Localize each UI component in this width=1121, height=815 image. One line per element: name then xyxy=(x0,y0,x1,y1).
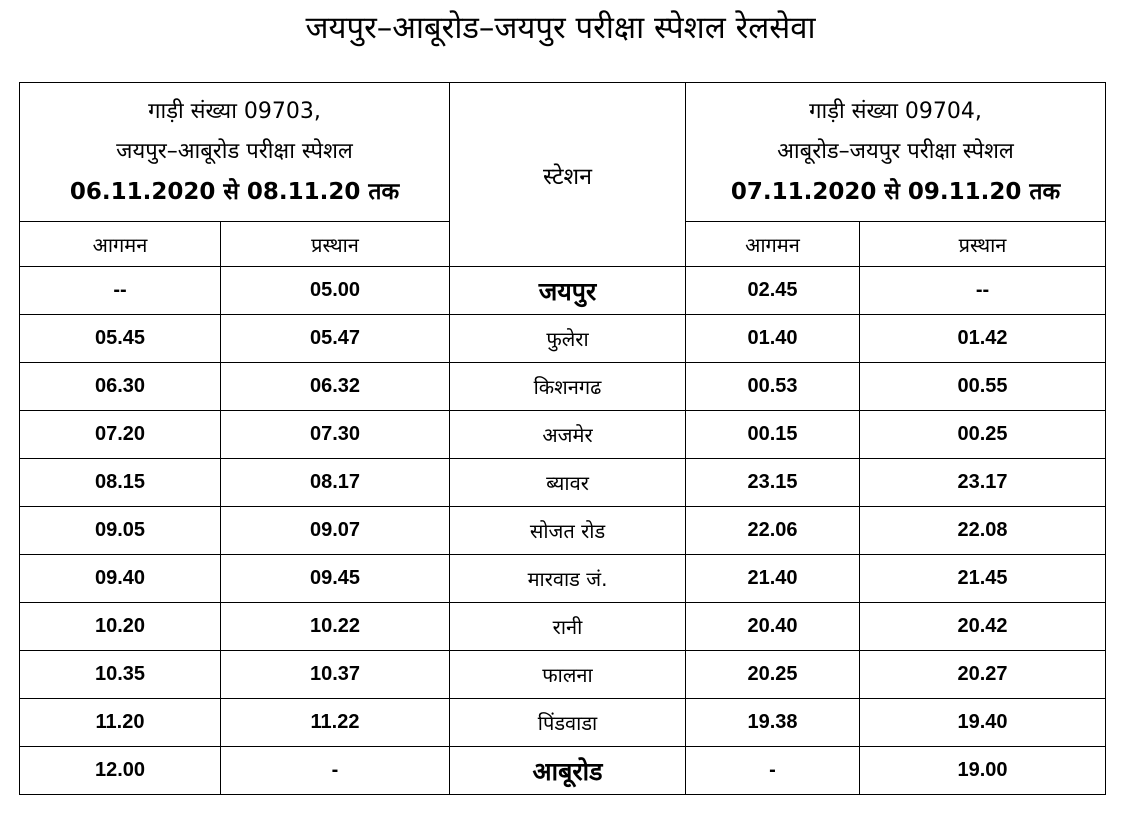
left-arrival-time: 07.20 xyxy=(20,411,221,459)
left-departure-time: 07.30 xyxy=(221,411,450,459)
right-departure-time: 00.55 xyxy=(860,363,1106,411)
table-row xyxy=(20,363,1106,411)
left-departure-time: 09.45 xyxy=(221,555,450,603)
left-arrival-header: आगमन xyxy=(20,222,221,267)
station-name: आबूरोड xyxy=(450,747,686,795)
left-departure-header: प्रस्थान xyxy=(221,222,450,267)
station-name: जयपुर xyxy=(450,267,686,315)
right-departure-time: 20.42 xyxy=(860,603,1106,651)
left-arrival-time: 08.15 xyxy=(20,459,221,507)
station-name: ब्यावर xyxy=(450,459,686,507)
table-row xyxy=(20,315,1106,363)
left-train-header xyxy=(20,83,450,222)
table-row xyxy=(20,747,1106,795)
table-row xyxy=(20,507,1106,555)
table-row xyxy=(20,603,1106,651)
right-arrival-time: 00.15 xyxy=(686,411,860,459)
table-row xyxy=(20,651,1106,699)
right-arrival-time: 20.40 xyxy=(686,603,860,651)
station-name: किशनगढ xyxy=(450,363,686,411)
right-departure-time: 22.08 xyxy=(860,507,1106,555)
right-train-header xyxy=(686,83,1106,222)
station-name: पिंडवाडा xyxy=(450,699,686,747)
left-departure-time: 10.37 xyxy=(221,651,450,699)
timetable xyxy=(19,82,1106,795)
left-train-dates: 06.11.2020 से 08.11.20 तक xyxy=(69,179,400,205)
station-name: फालना xyxy=(450,651,686,699)
left-arrival-time: 09.40 xyxy=(20,555,221,603)
left-departure-time: 05.47 xyxy=(221,315,450,363)
left-train-number: गाड़ी संख्या 09703, xyxy=(148,99,321,124)
right-departure-time: 19.00 xyxy=(860,747,1106,795)
right-departure-time: 19.40 xyxy=(860,699,1106,747)
station-name: अजमेर xyxy=(450,411,686,459)
page-title: जयपुर–आबूरोड–जयपुर परीक्षा स्पेशल रेलसेवा xyxy=(305,10,816,46)
table-row xyxy=(20,267,1106,315)
right-departure-time: 01.42 xyxy=(860,315,1106,363)
right-train-dates: 07.11.2020 से 09.11.20 तक xyxy=(730,179,1061,205)
right-arrival-time: 20.25 xyxy=(686,651,860,699)
right-arrival-time: - xyxy=(686,747,860,795)
left-departure-time: 08.17 xyxy=(221,459,450,507)
left-departure-time: 05.00 xyxy=(221,267,450,315)
left-arrival-time: 10.20 xyxy=(20,603,221,651)
left-arrival-time: 09.05 xyxy=(20,507,221,555)
left-arrival-time: 11.20 xyxy=(20,699,221,747)
right-train-number: गाड़ी संख्या 09704, xyxy=(809,99,982,124)
table-row xyxy=(20,411,1106,459)
station-name: फुलेरा xyxy=(450,315,686,363)
right-departure-time: 23.17 xyxy=(860,459,1106,507)
right-departure-time: 00.25 xyxy=(860,411,1106,459)
left-arrival-time: 12.00 xyxy=(20,747,221,795)
table-row xyxy=(20,459,1106,507)
station-header: स्टेशन xyxy=(450,83,686,267)
right-arrival-time: 23.15 xyxy=(686,459,860,507)
left-arrival-time: 05.45 xyxy=(20,315,221,363)
station-name: सोजत रोड xyxy=(450,507,686,555)
right-departure-time: 20.27 xyxy=(860,651,1106,699)
station-name: रानी xyxy=(450,603,686,651)
left-train-name: जयपुर–आबूरोड परीक्षा स्पेशल xyxy=(116,139,353,164)
table-row xyxy=(20,699,1106,747)
left-departure-time: 06.32 xyxy=(221,363,450,411)
left-arrival-time: 10.35 xyxy=(20,651,221,699)
right-arrival-time: 00.53 xyxy=(686,363,860,411)
right-arrival-time: 01.40 xyxy=(686,315,860,363)
right-arrival-time: 19.38 xyxy=(686,699,860,747)
header-row xyxy=(20,83,1106,222)
right-departure-time: -- xyxy=(860,267,1106,315)
right-departure-time: 21.45 xyxy=(860,555,1106,603)
left-departure-time: 11.22 xyxy=(221,699,450,747)
left-departure-time: 09.07 xyxy=(221,507,450,555)
left-departure-time: - xyxy=(221,747,450,795)
left-arrival-time: -- xyxy=(20,267,221,315)
right-arrival-time: 22.06 xyxy=(686,507,860,555)
left-departure-time: 10.22 xyxy=(221,603,450,651)
right-departure-header: प्रस्थान xyxy=(860,222,1106,267)
right-arrival-time: 21.40 xyxy=(686,555,860,603)
right-train-name: आबूरोड–जयपुर परीक्षा स्पेशल xyxy=(777,139,1014,164)
table-row xyxy=(20,555,1106,603)
station-name: मारवाड जं. xyxy=(450,555,686,603)
right-arrival-header: आगमन xyxy=(686,222,860,267)
left-arrival-time: 06.30 xyxy=(20,363,221,411)
right-arrival-time: 02.45 xyxy=(686,267,860,315)
